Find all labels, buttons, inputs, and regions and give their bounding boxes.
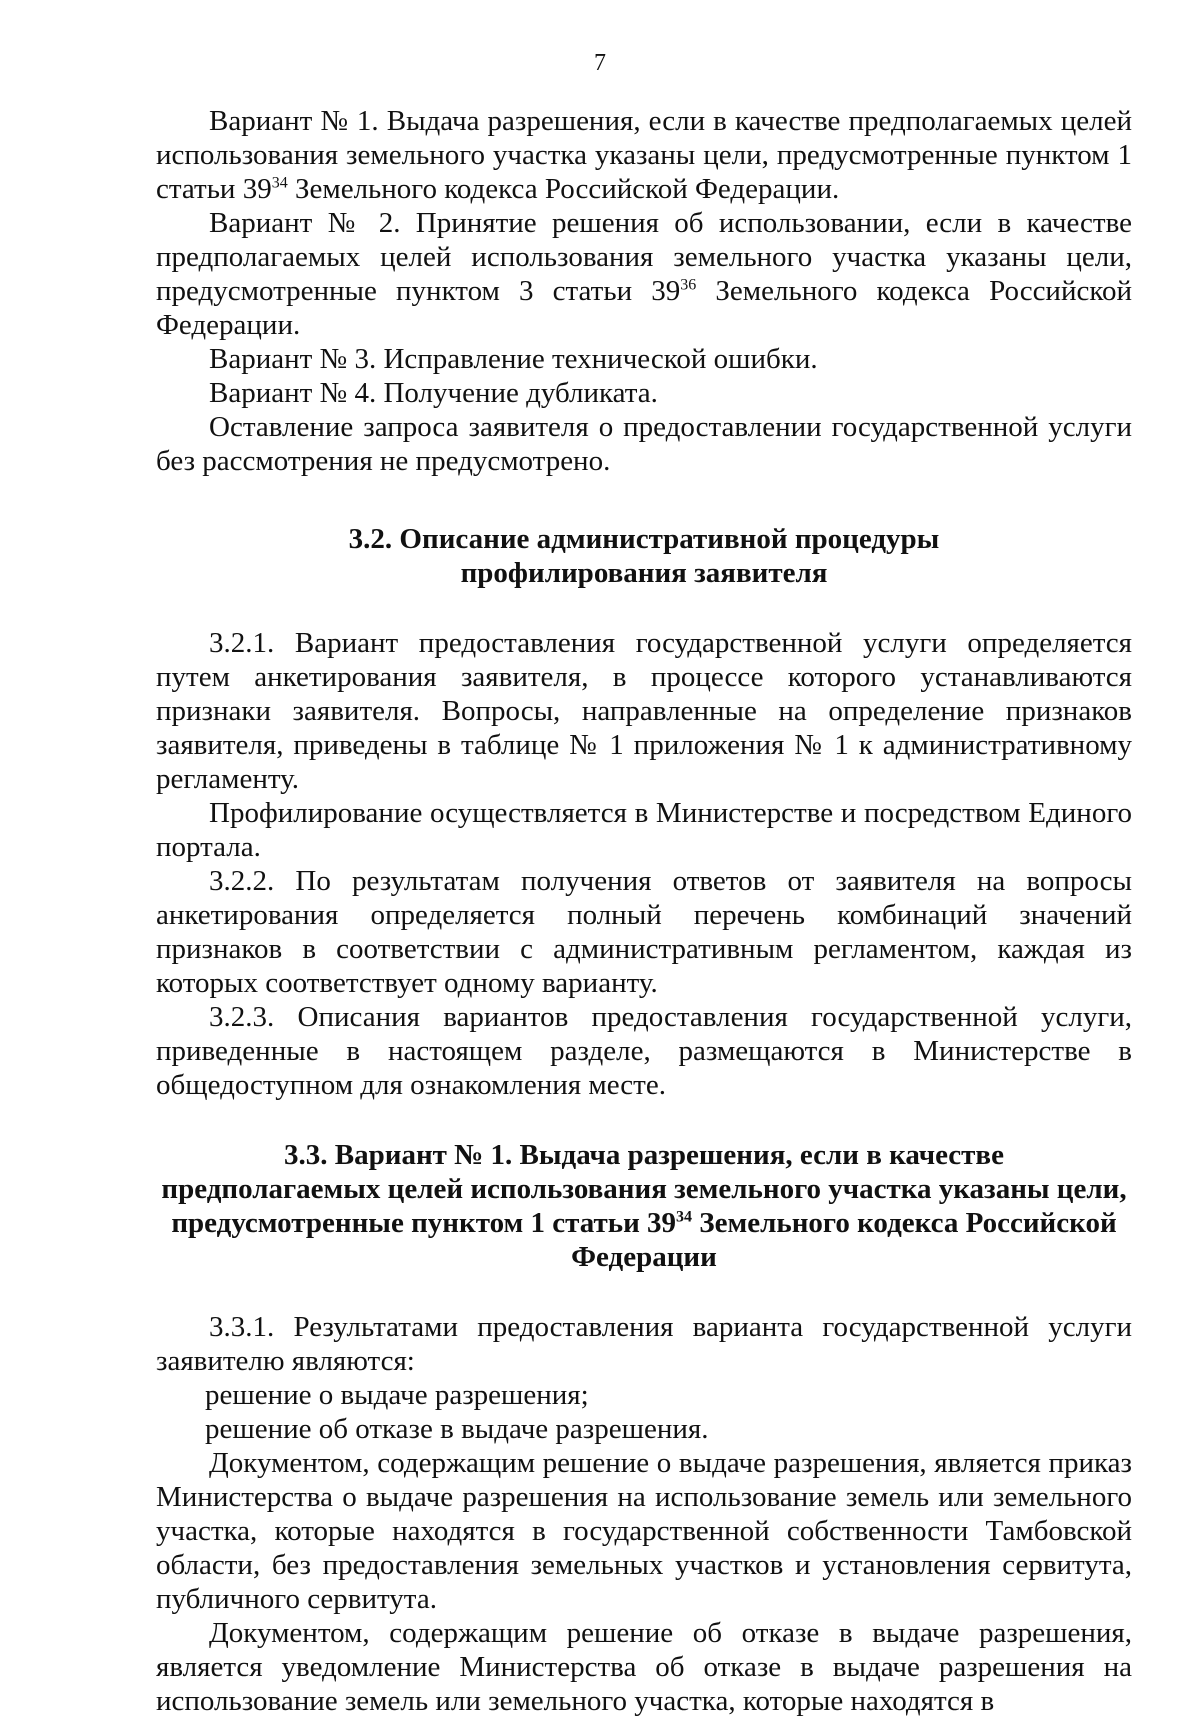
- page-number: 7: [594, 50, 606, 76]
- section-3-2-2-paragraph: 3.2.2. По результатам получения ответов от заявителя на вопросы анкетирования определяется полный перечень комбинаций значений признаков в соответствии с административным регламентом, каждая из которых соответствует одному варианту.: [156, 865, 1132, 999]
- variant-2-paragraph: Вариант № 2. Принятие решения об использовании, если в качестве предполагаемых целей использования земельного участка указаны цели, предусмотренные пунктом 3 статьи $39^{36}$ Земельного кодекса Российской Федерации.: [156, 207, 1132, 341]
- profiling-paragraph: Профилирование осуществляется в Министерстве и посредством Единого портала.: [156, 797, 1132, 863]
- section-3-2-heading: 3.2. Описание административной процедуры профилирования заявителя: [348, 523, 940, 589]
- section-3-3-1-paragraph: 3.3.1. Результатами предоставления варианта государственной услуги заявителю являются:: [156, 1311, 1132, 1377]
- variant-3-paragraph: Вариант № 3. Исправление технической ошибки.: [209, 343, 818, 375]
- section-3-2-1-paragraph: 3.2.1. Вариант предоставления государственной услуги определяется путем анкетирования заявителя, в процессе которого устанавливаются признаки заявителя. Вопросы, направленные на определение признаков заявителя, приведены в таблице № 1 приложения № 1 к административному регламенту.: [156, 627, 1132, 795]
- grant-document-paragraph: Документом, содержащим решение о выдаче разрешения, является приказ Министерства о выдаче разрешения на использование земель или земельного участка, которые находятся в государственной собственности Тамбовской области, без предоставления земельных участков и установления сервитута, публичного сервитута.: [156, 1447, 1132, 1615]
- result-item-grant: решение о выдаче разрешения;: [205, 1379, 589, 1411]
- no-leave-paragraph: Оставление запроса заявителя о предоставлении государственной услуги без рассмотрения не предусмотрено.: [156, 411, 1132, 477]
- section-3-2-3-paragraph: 3.2.3. Описания вариантов предоставления государственной услуги, приведенные в настоящем разделе, размещаются в Министерстве в общедоступном для ознакомления месте.: [156, 1001, 1132, 1101]
- refusal-document-paragraph: Документом, содержащим решение об отказе в выдаче разрешения, является уведомление Министерства об отказе в выдаче разрешения на использование земель или земельного участка, которые находятся в: [156, 1617, 1132, 1717]
- document-body: [156, 104, 1132, 1718]
- result-item-refusal: решение об отказе в выдаче разрешения.: [205, 1413, 709, 1445]
- section-3-3-heading: 3.3. Вариант № 1. Выдача разрешения, если в качестве предполагаемых целей использования земельного участка указаны цели, предусмотренные пунктом 1 статьи $39^{34}$ Земельного кодекса Российской Федерации: [161, 1139, 1127, 1273]
- variant-4-paragraph: Вариант № 4. Получение дубликата.: [209, 377, 658, 409]
- variant-1-paragraph: Вариант № 1. Выдача разрешения, если в качестве предполагаемых целей использования земельного участка указаны цели, предусмотренные пунктом 1 статьи $39^{34}$ Земельного кодекса Российской Федерации.: [156, 105, 1132, 205]
